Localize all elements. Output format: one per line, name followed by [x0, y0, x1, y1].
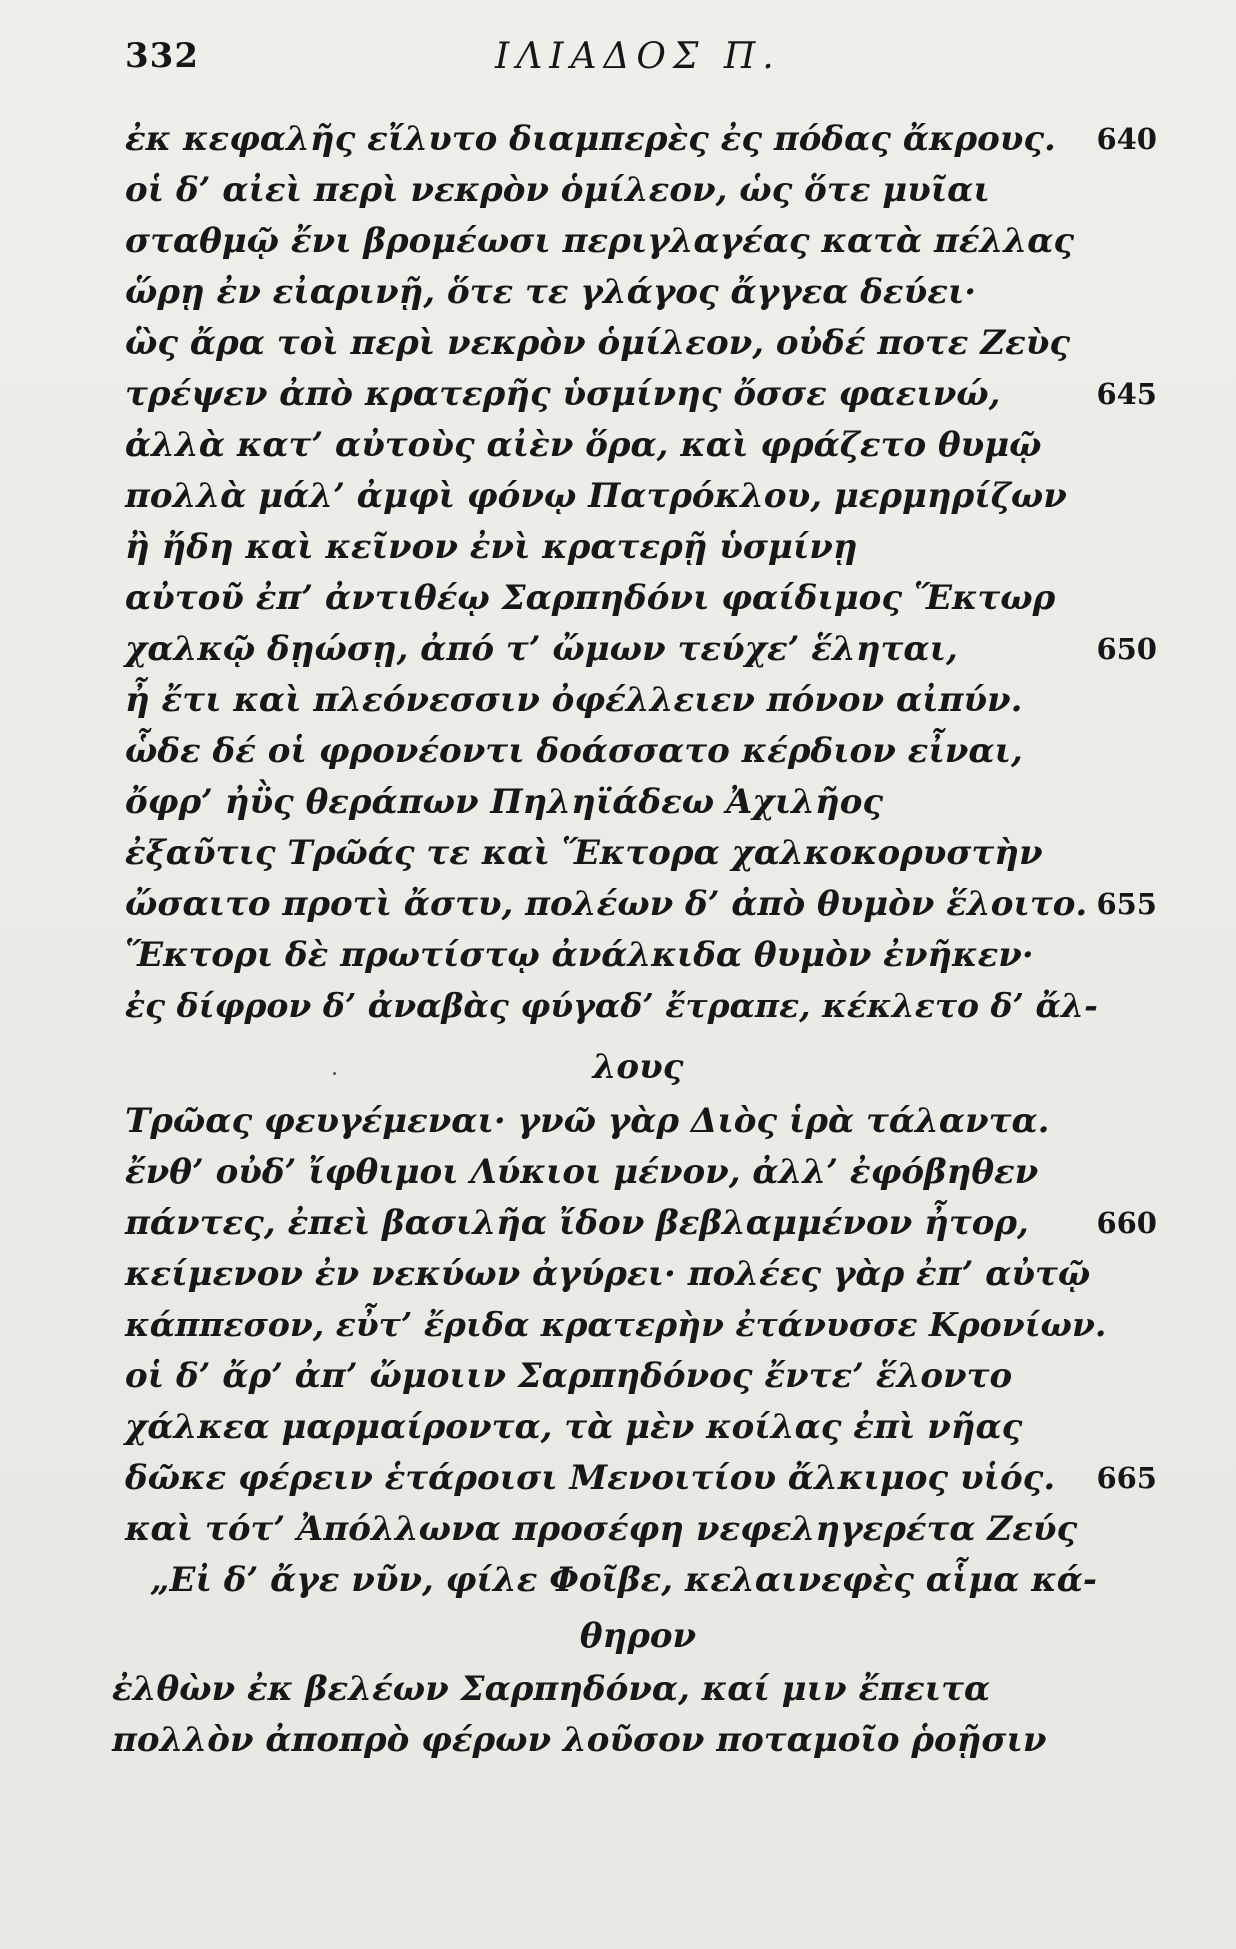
- verse-line: ἐλθὼν ἐκ βελέων Σαρπηδόνα, καί μιν ἔπειτα: [112, 1669, 991, 1709]
- running-title: ΙΛΙΑΔΟΣ Π.: [495, 36, 781, 77]
- verse-line: τρέψεν ἀπὸ κρατερῆς ὑσμίνης ὄσσε φαεινώ,: [125, 374, 1001, 414]
- verse-line: χαλκῷ δῃώσῃ, ἀπό τ’ ὤμων τεύχε’ ἕληται,: [125, 629, 958, 669]
- paper-speck: [333, 1072, 336, 1075]
- verse-line: καὶ τότ’ Ἀπόλλωνα προσέφη νεφεληγερέτα Ζεύς: [125, 1509, 1078, 1549]
- line-number: 660: [1096, 1206, 1157, 1240]
- verse-line-continuation: λους: [592, 1047, 684, 1087]
- verse-line-continuation: θηρον: [579, 1616, 697, 1656]
- verse-line: ἔνθ’ οὐδ’ ἴφθιμοι Λύκιοι μένον, ἀλλ’ ἐφόβηθεν: [125, 1152, 1039, 1192]
- line-number: 640: [1096, 122, 1157, 156]
- verse-line: ὄφρ’ ἠῢς θεράπων Πηληϊάδεω Ἀχιλῆος: [125, 782, 884, 822]
- verse-line: ὧδε δέ οἱ φρονέοντι δοάσσατο κέρδιον εἶναι,: [125, 731, 1023, 771]
- verse-line: ἐς δίφρον δ’ ἀναβὰς φύγαδ’ ἔτραπε, κέκλετο δ’ ἄλ-: [125, 986, 1098, 1025]
- verse-line: σταθμῷ ἔνι βρομέωσι περιγλαγέας κατὰ πέλλας: [125, 221, 1075, 261]
- verse-line: ἦ ἔτι καὶ πλεόνεσσιν ὀφέλλειεν πόνον αἰπύν.: [125, 680, 1023, 720]
- verse-line: ἀλλὰ κατ’ αὐτοὺς αἰὲν ὅρα, καὶ φράζετο θυμῷ: [125, 425, 1042, 465]
- verse-line: ἐξαῦτις Τρῶάς τε καὶ Ἕκτορα χαλκοκορυστὴν: [125, 833, 1043, 873]
- verse-line: κείμενον ἐν νεκύων ἀγύρει· πολέες γὰρ ἐπ’ αὐτῷ: [125, 1254, 1091, 1294]
- line-number: 650: [1096, 632, 1157, 666]
- verse-line: Ἕκτορι δὲ πρωτίστῳ ἀνάλκιδα θυμὸν ἐνῆκεν·: [125, 935, 1034, 975]
- line-number: 655: [1096, 887, 1157, 921]
- verse-line: ὣς ἄρα τοὶ περὶ νεκρὸν ὁμίλεον, οὐδέ ποτε Ζεὺς: [125, 323, 1071, 363]
- line-number: 665: [1096, 1461, 1157, 1495]
- page-number: 332: [125, 36, 199, 76]
- verse-line: πολλὸν ἀποπρὸ φέρων λοῦσον ποταμοῖο ῥοῇσιν: [112, 1720, 1047, 1760]
- verse-line: ὥρῃ ἐν εἰαρινῇ, ὅτε τε γλάγος ἄγγεα δεύει·: [125, 272, 977, 312]
- verse-line: οἱ δ’ ἄρ’ ἀπ’ ὤμοιιν Σαρπηδόνος ἔντε’ ἕλοντο: [125, 1356, 1013, 1396]
- verse-line: Τρῶας φευγέμεναι· γνῶ γὰρ Διὸς ἱρὰ τάλαντα.: [125, 1101, 1050, 1141]
- verse-line: πάντες, ἐπεὶ βασιλῆα ἴδον βεβλαμμένον ἦτορ,: [125, 1203, 1029, 1243]
- verse-line: ἐκ κεφαλῆς εἴλυτο διαμπερὲς ἐς πόδας ἄκρους.: [125, 119, 1056, 159]
- verse-line: „Εἰ δ’ ἄγε νῦν, φίλε Φοῖβε, κελαινεφὲς αἷμα κά-: [150, 1560, 1098, 1600]
- verse-line: πολλὰ μάλ’ ἀμφὶ φόνῳ Πατρόκλου, μερμηρίζων: [125, 476, 1067, 516]
- verse-line: ὤσαιτο προτὶ ἄστυ, πολέων δ’ ἀπὸ θυμὸν ἕλοιτο.: [125, 884, 1088, 924]
- verse-line: αὐτοῦ ἐπ’ ἀντιθέῳ Σαρπηδόνι φαίδιμος Ἕκτωρ: [125, 578, 1056, 618]
- verse-line: ἢ ἤδη καὶ κεῖνον ἐνὶ κρατερῇ ὑσμίνῃ: [125, 527, 858, 567]
- verse-line: κάππεσον, εὖτ’ ἔριδα κρατερὴν ἐτάνυσσε Κρονίων.: [125, 1305, 1107, 1344]
- verse-line: χάλκεα μαρμαίροντα, τὰ μὲν κοίλας ἐπὶ νῆας: [125, 1407, 1023, 1447]
- line-number: 645: [1096, 377, 1157, 411]
- verse-line: δῶκε φέρειν ἑτάροισι Μενοιτίου ἄλκιμος υἱός.: [125, 1458, 1056, 1498]
- verse-line: οἱ δ’ αἰεὶ περὶ νεκρὸν ὁμίλεον, ὡς ὅτε μυῖαι: [125, 170, 990, 210]
